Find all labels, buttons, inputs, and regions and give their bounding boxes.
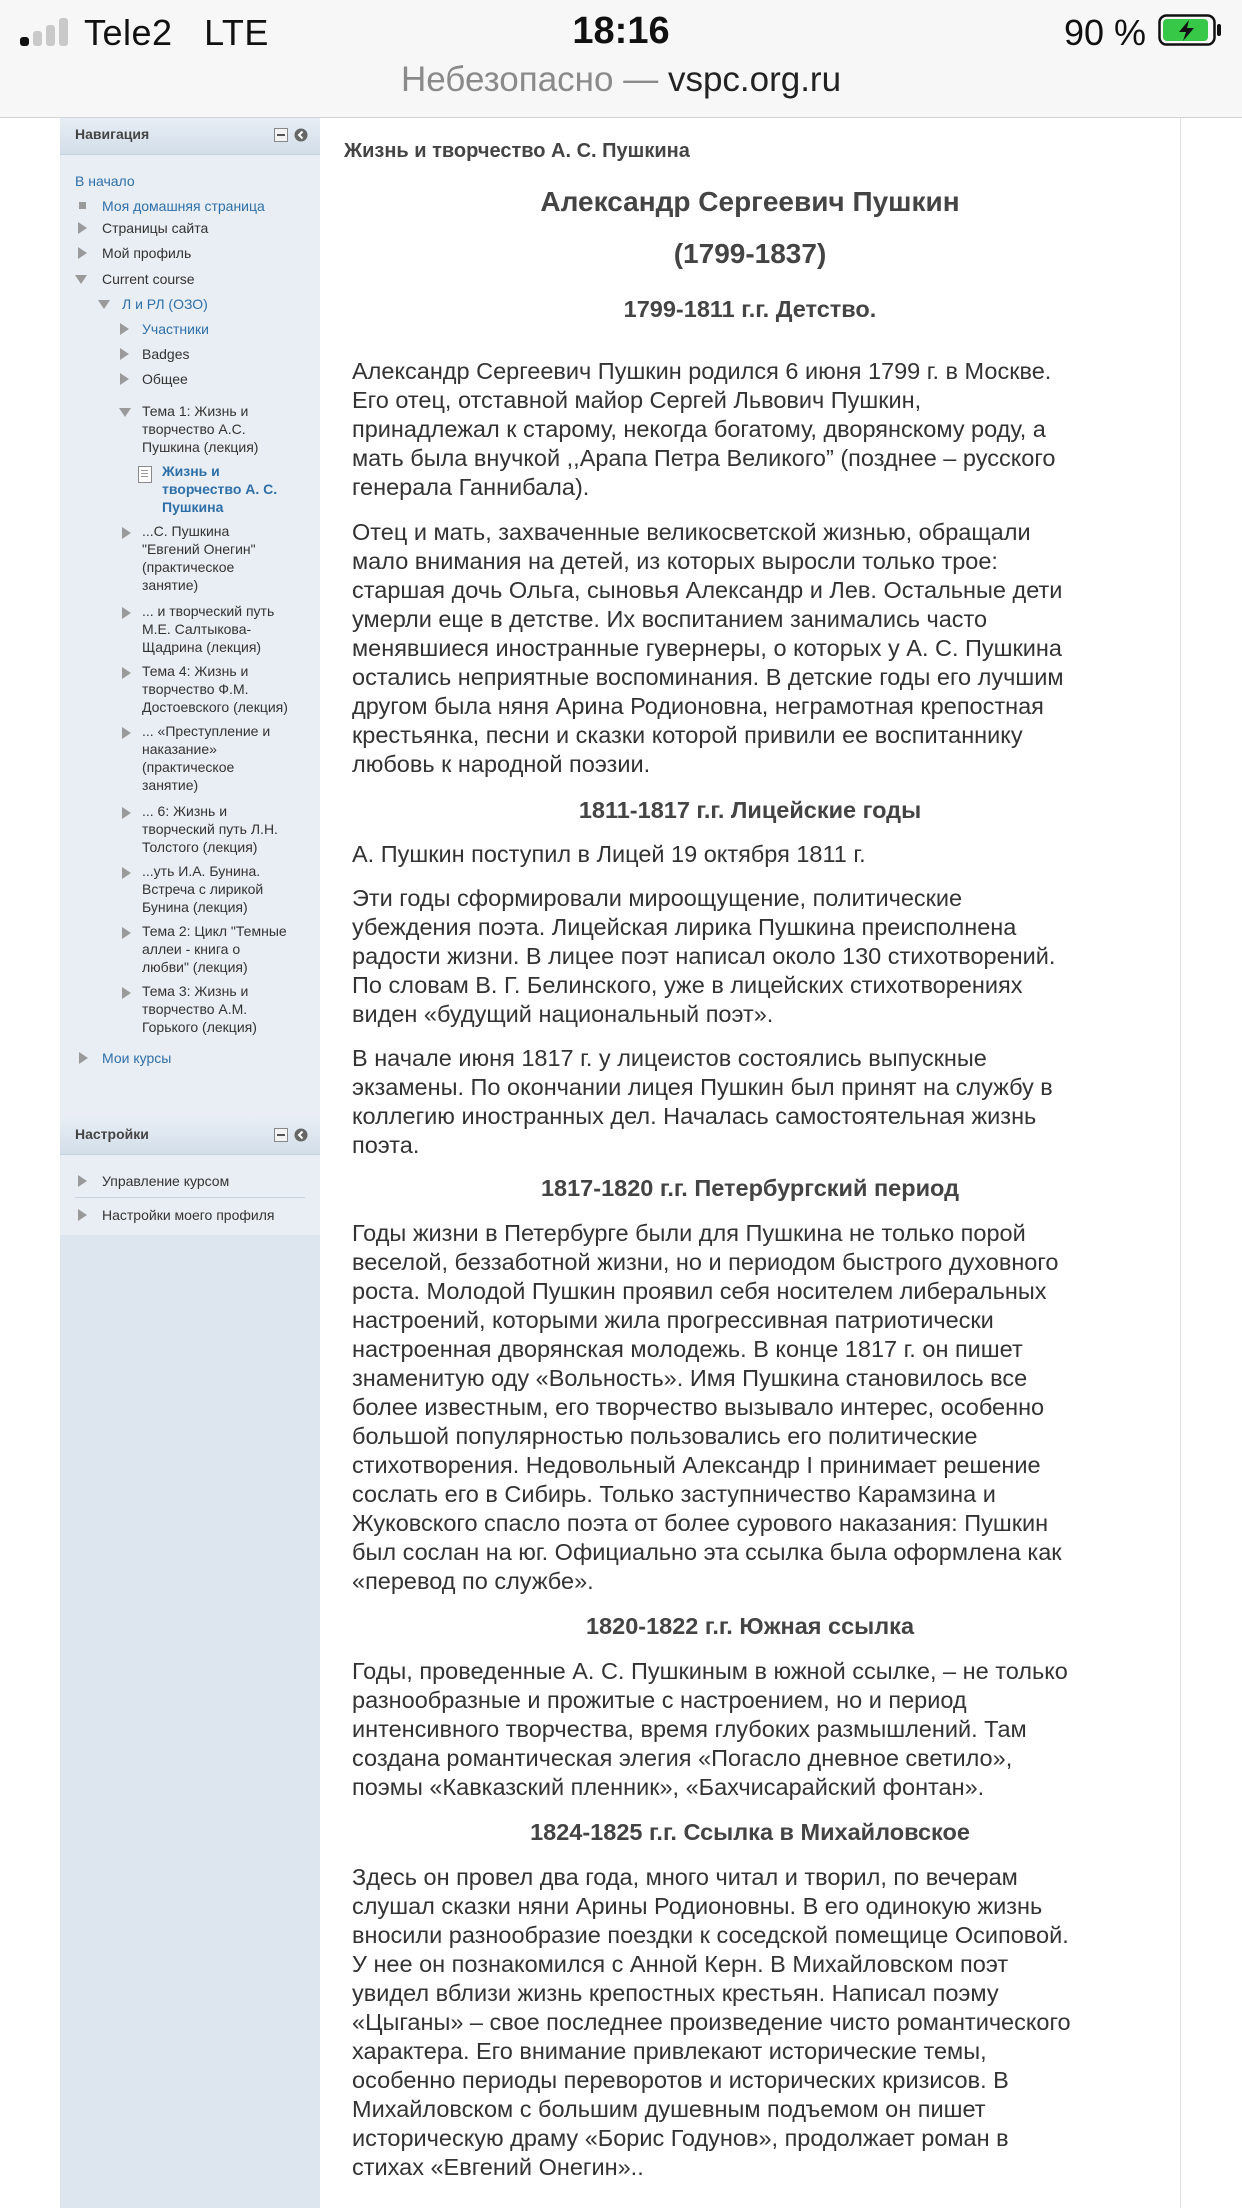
battery-charging-icon xyxy=(1158,14,1222,46)
navigation-block-header xyxy=(60,118,320,155)
address-bar[interactable] xyxy=(0,60,1242,100)
section-heading-childhood: 1799-1811 г.г. Детство. xyxy=(623,296,877,322)
nav-topic-1[interactable]: Тема 1: Жизнь и творчество А.С. Пушкина (лекция) xyxy=(142,403,259,455)
nav-course-link[interactable]: Л и РЛ (ОЗО) xyxy=(122,296,208,312)
nav-my-home[interactable]: Моя домашняя страница xyxy=(102,198,265,214)
expand-arrow-icon[interactable] xyxy=(122,987,131,999)
navigation-block xyxy=(60,155,320,1155)
expand-arrow-icon[interactable] xyxy=(120,373,129,385)
settings-title: Настройки xyxy=(75,1126,149,1142)
nav-participants[interactable]: Участники xyxy=(142,321,209,337)
paragraph-mikhailovskoe: Здесь он провел два года, много читал и творил, по вечерам слушал сказки няни Арины Родионовны. В его одинокую жизнь вносили разнообразие поездки к соседской помещице Осиповой. У нее он познакомился с Анной Керн. В Михайловском поэт увидел вблизи жизнь крепостных крестьян. Написал поэму «Цыганы» – свое последнее произведение чисто романтического характера. Его внимание привлекают исторические темы, особенно периоды переворотов и исторических кризисов. В Михайловском с большим душевным подъемом он пишет историческую драму «Борис Годунов», продолжает роман в стихах «Евгений Онегин».. xyxy=(352,1864,1071,2180)
nav-general[interactable]: Общее xyxy=(142,371,188,387)
clock: 18:16 xyxy=(572,10,670,52)
dock-block-icon[interactable] xyxy=(294,128,308,142)
navigation-title: Навигация xyxy=(75,126,150,142)
nav-my-courses[interactable]: Мои курсы xyxy=(102,1050,172,1066)
article-heading: Александр Сергеевич Пушкин xyxy=(540,186,960,217)
nav-home-link[interactable]: В начало xyxy=(75,173,135,189)
paragraph-lyceum-3: В начале июня 1817 г. у лицеистов состоялись выпускные экзамены. По окончании лицея Пушкин был принят на службу в коллегию иностранных дел. Началась самостоятельная жизнь поэта. xyxy=(352,1045,1053,1158)
page-title: Жизнь и творчество А. С. Пушкина xyxy=(344,140,690,162)
expand-arrow-icon[interactable] xyxy=(122,607,131,619)
expand-arrow-icon[interactable] xyxy=(78,247,87,259)
section-heading-lyceum: 1811-1817 г.г. Лицейские годы xyxy=(578,797,922,823)
paragraph-childhood-2: Отец и мать, захваченные великосветской жизнью, обращали мало внимания на детей, из которых выросли только трое: старшая дочь Ольга, сыновья Александр и Лев. Остальные дети умерли еще в детстве. Их воспитанием занимались часто менявшиеся иностранные гувернеры, о которых у А. С. Пушкина остались неприятные воспоминания. В детские годы его лучшим другом была няня Арина Родионовна, неграмотная крепостная крестьянка, песни и сказки которой привили ее воспитаннику любовь к народной поэзии. xyxy=(352,519,1064,777)
section-heading-petersburg: 1817-1820 г.г. Петербургский период xyxy=(540,1175,960,1201)
collapse-arrow-icon[interactable] xyxy=(75,275,87,284)
expand-arrow-icon[interactable] xyxy=(78,1209,87,1221)
divider xyxy=(75,1197,305,1198)
page-resource-icon xyxy=(138,466,152,483)
settings-profile[interactable]: Настройки моего профиля xyxy=(102,1207,275,1223)
browser-top-bar xyxy=(0,0,1242,118)
nav-active-page[interactable]: Жизнь и творчество А. С. Пушкина xyxy=(162,463,278,515)
nav-current-course[interactable]: Current course xyxy=(102,271,195,287)
nav-topic-bunin[interactable]: ...уть И.А. Бунина. Встреча с лирикой Бунина (лекция) xyxy=(142,863,264,915)
nav-topic-saltykov[interactable]: ... и творческий путь М.Е. Салтыкова- Щадрина (лекция) xyxy=(142,603,275,655)
expand-arrow-icon[interactable] xyxy=(122,867,131,879)
expand-arrow-icon[interactable] xyxy=(78,1175,87,1187)
nav-topic-dark-alleys[interactable]: Тема 2: Цикл "Темные аллеи - книга о любви" (лекция) xyxy=(142,923,287,975)
section-heading-mikhailovskoe: 1824-1825 г.г. Ссылка в Михайловское xyxy=(530,1819,970,1845)
paragraph-south: Годы, проведенные А. С. Пушкиным в южной ссылке, – не только разнообразные и прожитые с настроением, но и период интенсивного творчества, время глубоких размышлений. Там создана романтическая элегия «Погасло дневное светило», поэмы «Кавказский пленник», «Бахчисарайский фонтан». xyxy=(352,1658,1068,1800)
nav-topic-dostoevsky[interactable]: Тема 4: Жизнь и творчество Ф.М. Достоевского (лекция) xyxy=(142,663,288,715)
paragraph-lyceum-2: Эти годы сформировали мироощущение, политические убеждения поэта. Лицейская лирика Пушкина преисполнена радости жизни. В лицее поэт написал около 130 стихотворений. По словам В. Г. Белинского, уже в лицейских стихотворениях виден «будущий национальный поэт». xyxy=(352,885,1056,1027)
nav-topic-crime-punishment[interactable]: ... «Преступление и наказание» (практическое занятие) xyxy=(142,723,271,793)
collapse-arrow-icon[interactable] xyxy=(98,300,110,309)
nav-site-pages[interactable]: Страницы сайта xyxy=(102,220,209,236)
network-type: LTE xyxy=(204,12,269,53)
expand-arrow-icon[interactable] xyxy=(120,323,129,335)
paragraph-childhood-1: Александр Сергеевич Пушкин родился 6 июня 1799 г. в Москве. Его отец, отставной майор Сергей Львович Пушкин, принадлежал к старому, некогда богатому, дворянскому роду, а мать была внучкой ,,Арапа Петра Великого” (позднее – русского генерала Ганнибала). xyxy=(352,358,1056,500)
expand-arrow-icon[interactable] xyxy=(79,1052,88,1064)
expand-arrow-icon[interactable] xyxy=(122,667,131,679)
url-host: vspc.org.ru xyxy=(667,60,842,99)
section-heading-south: 1820-1822 г.г. Южная ссылка xyxy=(585,1613,915,1639)
dock-block-icon[interactable] xyxy=(294,1128,308,1142)
paragraph-lyceum-1: А. Пушкин поступил в Лицей 19 октября 1811 г. xyxy=(352,841,866,867)
bullet-icon xyxy=(79,202,86,209)
expand-arrow-icon[interactable] xyxy=(122,807,131,819)
nav-topic-tolstoy[interactable]: ... 6: Жизнь и творческий путь Л.Н. Толстого (лекция) xyxy=(142,803,278,855)
security-warning: Небезопасно — xyxy=(400,60,659,99)
expand-arrow-icon[interactable] xyxy=(122,527,131,539)
expand-arrow-icon[interactable] xyxy=(122,927,131,939)
battery-percent: 90 % xyxy=(1063,12,1146,53)
paragraph-petersburg: Годы жизни в Петербурге были для Пушкина не только порой веселой, беззаботной жизни, но и периодом быстрого духовного роста. Молодой Пушкин проявил себя носителем либеральных настроений, которыми жила прогрессивная патриотически настроенная дворянская молодежь. В конце 1817 г. он пишет знаменитую оду «Вольность». Имя Пушкина становилось все более известным, его творчество вызывало интерес, особенно большой популярностью пользовались его политические стихотворения. Недовольный Александр I принимает решение сослать его в Сибирь. Только заступничество Карамзина и Жуковского спасло поэта от более сурового наказания: Пушкин был сослан на юг. Официально эта ссылка была оформлена как «перевод по службе». xyxy=(352,1220,1062,1594)
collapse-block-icon[interactable] xyxy=(274,1128,288,1142)
settings-block-header xyxy=(60,1118,320,1155)
settings-block xyxy=(60,1155,320,1235)
settings-course-admin[interactable]: Управление курсом xyxy=(102,1173,230,1189)
nav-my-profile[interactable]: Мой профиль xyxy=(102,245,192,261)
main-content xyxy=(320,118,1181,2208)
expand-arrow-icon[interactable] xyxy=(78,222,87,234)
nav-topic-onegin[interactable]: ...С. Пушкина "Евгений Онегин" (практическое занятие) xyxy=(142,523,256,593)
collapse-block-icon[interactable] xyxy=(274,128,288,142)
status-bar xyxy=(0,0,1242,62)
expand-arrow-icon[interactable] xyxy=(122,727,131,739)
article-years: (1799-1837) xyxy=(673,238,827,269)
nav-badges[interactable]: Badges xyxy=(142,346,190,362)
carrier-label: Tele2 LTE xyxy=(84,12,269,53)
collapse-arrow-icon[interactable] xyxy=(119,408,131,417)
expand-arrow-icon[interactable] xyxy=(120,348,129,360)
sidebar xyxy=(60,118,320,2208)
nav-topic-gorky[interactable]: Тема 3: Жизнь и творчество А.М. Горького (лекция) xyxy=(142,983,257,1035)
